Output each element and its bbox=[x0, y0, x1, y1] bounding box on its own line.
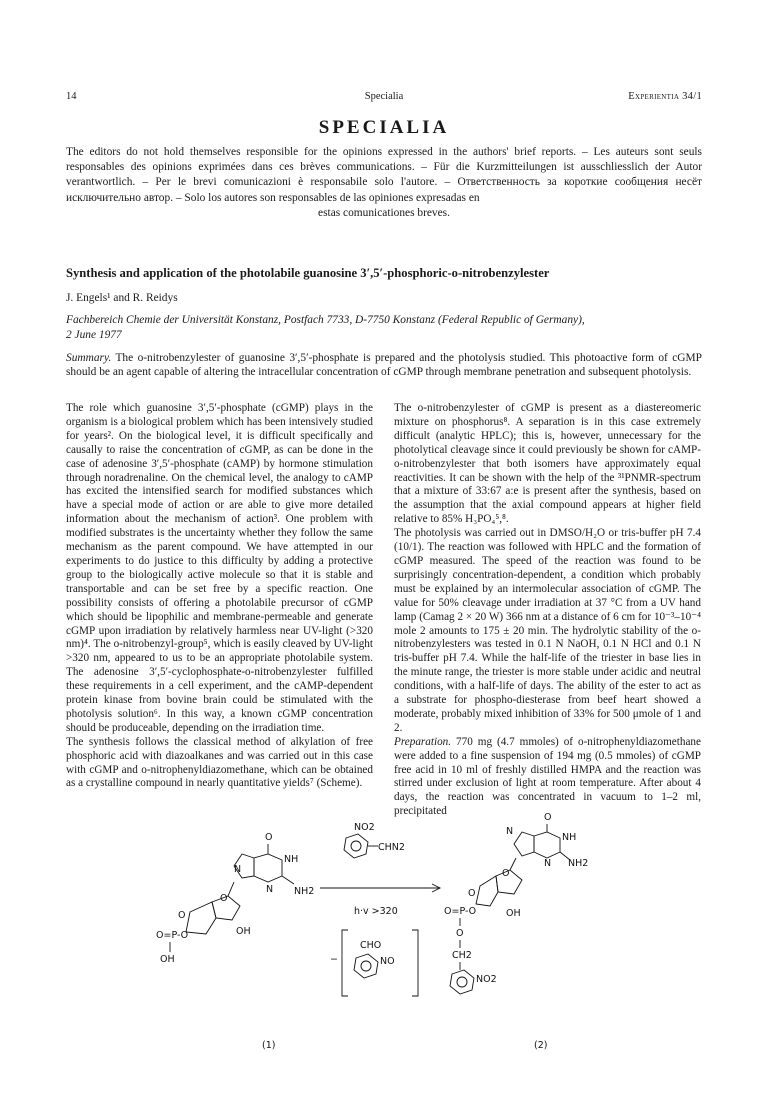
compound-1-label: (1) bbox=[262, 1040, 276, 1051]
label-o: O bbox=[468, 888, 476, 899]
label-po: O=P-O bbox=[156, 930, 189, 941]
label-o: O bbox=[178, 910, 186, 921]
right-column bbox=[394, 402, 701, 819]
label-n: N bbox=[234, 864, 242, 875]
page-number: 14 bbox=[66, 91, 77, 102]
received-date: 2 June 1977 bbox=[66, 328, 122, 341]
summary-text: The o-nitrobenzylester of guanosine 3′,5′-phosphate is prepared and the photolysis studied. This photoactive form of cGMP should be an agent capable of altering the intracellular concentration of cGMP through membrane penetration and subsequent photolysis. bbox=[66, 352, 702, 379]
reaction-scheme bbox=[150, 800, 670, 1090]
label-o: O bbox=[544, 812, 552, 823]
phosphate-ring bbox=[476, 876, 498, 906]
label-no2: NO2 bbox=[476, 974, 497, 985]
section-name: Specialia bbox=[364, 91, 404, 102]
preparation-label: Preparation. bbox=[394, 735, 452, 748]
label-o: O bbox=[456, 928, 464, 939]
paragraph: The role which guanosine 3′,5′-phosphate (cGMP) plays in the organism is a biological problem which has been intensively studied for years². On the biological level, it is difficult specifically and causally to raise the concentration of cGMP, as can be done in the case of adenosine 3′,5′-phosphate (cAMP) by hormone stimulation through noradrenaline. On the chemical level, the analogy to cAMP has excited the intensified search for modified substances which have a special mode of action or are able to give more detailed information about the mechanism of action³. One problem with modified substrates is the uncertainty whether they follow the same mechanism as the parent compound. We have attempted in our experiments to do justice to this difficulty by adding a protective group to the biologically active molecule so that it is stable and transportable and can be set free by a specific reaction. One possibility consists of offering a photolabile precursor of cGMP which should be lipophilic and membrane-permeable and generate cGMP upon irradiation by relatively harmless near UV-light (>320 nm)⁴. The o-nitrobenzyl-group⁵, which is easily cleaved by UV-light >320 nm, appeared to us to be an appropriate photolabile system. The adenosine 3′,5′-cyclophosphate-o-nitrobenzylester fulfilled these requirements in a cell experiment, and the cAMP-dependent protein kinase from bovine brain could be stimulated with the photolysis solution⁶. In this way, a known cGMP concentration should be produceable, depending on the irradiation time. bbox=[66, 402, 373, 734]
compound-1-structure bbox=[156, 832, 314, 965]
compound-2-label: (2) bbox=[534, 1040, 548, 1051]
preparation-text: 770 mg (4.7 mmoles) of o-nitrophenyldiazomethane were added to a fine suspension of 194 mg (0.5 mmoles) of cGMP free acid in 10 ml of freshly distilled HMPA and the reaction was stirred under exclusion of light at room temperature. After about 4 days, the reaction was concentrated in vacuum to 1–2 ml, precipitated bbox=[394, 735, 701, 818]
label-oh: OH bbox=[506, 908, 521, 919]
benzene-ring bbox=[354, 954, 378, 978]
label-no: NO bbox=[380, 956, 395, 967]
paragraph: The o-nitrobenzylester of cGMP is present as a diastereomeric mixture on phosphorus⁸. A separation is in this case extremely difficult (analytic HPLC); this is, however, unnecessary for the photolytical cleavage since it could previously be shown for cAMP-o-nitrobenzylester that both isomers have approximately equal reactivities. It can be shown with the help of the ³¹PNMR-spectrum that a mixture of 33:67 a:e is present after the synthesis, based on the assumption that the axial compound appears at higher field relative to 85% H₃PO₄⁵,⁸. bbox=[394, 402, 701, 526]
journal-name: Experientia 34/1 bbox=[628, 91, 702, 102]
label-cho: CHO bbox=[360, 940, 382, 951]
affiliation-text: Fachbereich Chemie der Universität Konstanz, Postfach 7733, D-7750 Konstanz (Federal Republic of Germany), bbox=[66, 314, 585, 326]
summary bbox=[66, 351, 702, 380]
purine-ring bbox=[534, 832, 560, 858]
benzene-ring bbox=[450, 970, 474, 994]
label-o: O bbox=[502, 868, 510, 879]
label-nh: NH bbox=[562, 832, 577, 843]
label-nh2: NH2 bbox=[294, 886, 315, 897]
label-oh: OH bbox=[236, 926, 251, 937]
benzene-ring bbox=[344, 834, 368, 858]
compound-2-structure bbox=[444, 812, 588, 994]
reaction-scheme-drawing bbox=[150, 800, 670, 1090]
label-n: N bbox=[506, 826, 514, 837]
authors: J. Engels¹ and R. Reidys bbox=[66, 292, 178, 304]
running-head bbox=[66, 91, 702, 105]
label-nh2: NH2 bbox=[568, 858, 589, 869]
label-n: N bbox=[544, 858, 552, 869]
paragraph: The synthesis follows the classical method of alkylation of free phosphoric acid with diazoalkanes and was carried out in this case with cGMP and o-nitrophenyldiazomethane, which can be obtained as a crystalline compound in nearly quantitative yields⁷ (Scheme). bbox=[66, 735, 373, 790]
reaction-arrow bbox=[320, 884, 440, 917]
purine-ring bbox=[254, 854, 282, 882]
label-chn2: CHN2 bbox=[378, 842, 405, 853]
label-no2: NO2 bbox=[354, 822, 375, 833]
imidazole-ring bbox=[514, 832, 534, 856]
paragraph: The photolysis was carried out in DMSO/H₂O or tris-buffer pH 7.4 (10/1). The reaction was followed with HPLC and the formation of cGMP measured. The speed of the reaction was found to be surprisingly concentration-dependent, a condition which probably must be explained by an intermolecular association of cGMP. The value for 50% cleavage under irradiation at 37 °C from a UV hand lamp (Camag 2 × 20 W) 366 nm at a distance of 6 cm for 10⁻³–10⁻⁴ mole 2 amounts to 175 ± 20 min. The hydrolytic stability of the o-nitrobenzylesters was tested in 0.1 N NaOH, 0.1 N HCl and 0.1 N tris-buffer pH 7.4. While the half-life of the triester in base lies in the minute range, the triester is more stable under acidic and neutral conditions, with a half-life of days. The ability of the ester to act as a substrate for phospho-diesterase from beef heart showed a moderate, probably mixed inhibition of 33% for 500 μmole of 1 and 2. bbox=[394, 527, 701, 734]
affiliation bbox=[66, 313, 702, 342]
label-n: N bbox=[266, 884, 274, 895]
label-hv: h·v >320 bbox=[354, 906, 398, 917]
reagent-structure bbox=[344, 822, 405, 858]
byproduct-structure bbox=[330, 930, 418, 996]
disclaimer-text: The editors do not hold themselves responsible for the opinions expressed in the authors' brief reports. – Les auteurs sont seuls responsables des opinions exprimées dans ces brèves communications. – Für die Kurzmitteilungen ist ausschliesslich der Autor verantwortlich. – Per le brevi comunicazioni è responsabile solo l'autore. – Ответственность за короткие сообщения несёт исключительно автор. – Solo los autores son responsables de las opiniones expresadas en bbox=[66, 146, 702, 204]
label-o: O bbox=[220, 893, 228, 904]
phosphate-ring bbox=[186, 902, 216, 934]
label-ch2: CH2 bbox=[452, 950, 472, 961]
label-po: O=P-O bbox=[444, 906, 477, 917]
label-nh: NH bbox=[284, 854, 299, 865]
label-o: O bbox=[265, 832, 273, 843]
disclaimer-last-line: estas comunicationes breves. bbox=[318, 206, 450, 219]
summary-label: Summary. bbox=[66, 352, 112, 364]
section-title: SPECIALIA bbox=[318, 117, 450, 138]
left-column bbox=[66, 402, 373, 791]
editorial-disclaimer bbox=[66, 145, 702, 221]
label-minus: − bbox=[330, 954, 338, 965]
article-title: Synthesis and application of the photolabile guanosine 3′,5′-phosphoric-o-nitrobenzylester bbox=[66, 266, 550, 280]
label-oh: OH bbox=[160, 954, 175, 965]
